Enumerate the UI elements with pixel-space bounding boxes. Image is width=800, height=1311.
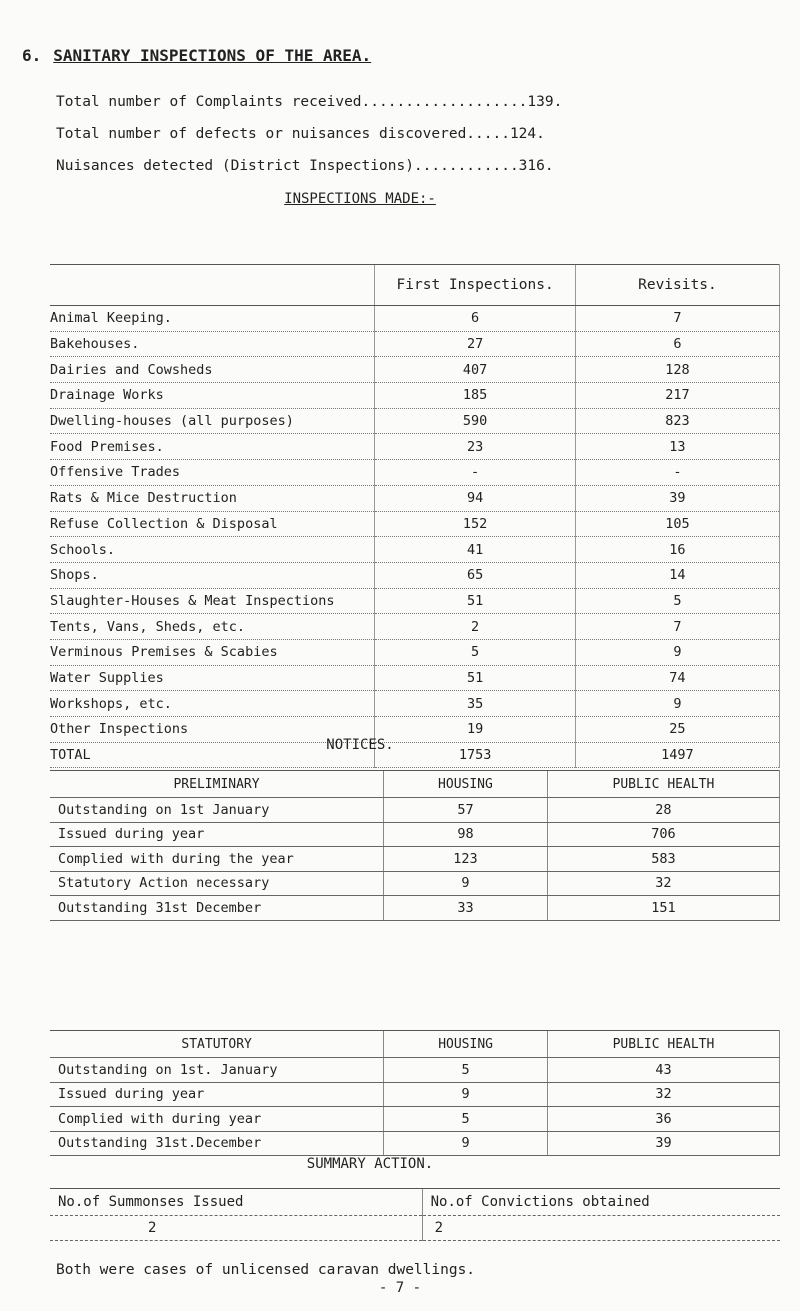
cell-revisits: 74 xyxy=(575,665,779,691)
table-row xyxy=(50,588,780,614)
section-number: 6. xyxy=(22,46,42,65)
cell-revisits: 14 xyxy=(575,562,779,588)
cell-housing: 9 xyxy=(384,1082,548,1107)
cell-first: 6 xyxy=(375,306,575,332)
table-row xyxy=(50,562,780,588)
header-public-health: PUBLIC HEALTH xyxy=(547,771,779,798)
complaints-line: Total number of Complaints received...................139. xyxy=(56,94,563,110)
statutory-notices-table xyxy=(50,1030,780,1156)
cell-revisits: 9 xyxy=(575,639,779,665)
cell-first: 94 xyxy=(375,485,575,511)
cell-housing: 98 xyxy=(384,822,548,847)
summary-action-row xyxy=(50,1216,780,1241)
table-row xyxy=(50,1082,780,1107)
cell-public-health: 36 xyxy=(547,1107,779,1132)
cell-public-health: 32 xyxy=(547,871,779,896)
row-label: Bakehouses. xyxy=(50,331,375,357)
table-row xyxy=(50,798,780,823)
table-row xyxy=(50,485,780,511)
header-housing: HOUSING xyxy=(384,1031,548,1058)
cell-first: 51 xyxy=(375,588,575,614)
row-label: Complied with during the year xyxy=(50,847,384,872)
table-row xyxy=(50,331,780,357)
table-row xyxy=(50,691,780,717)
summonses-value: 2 xyxy=(50,1216,422,1241)
header-statutory: STATUTORY xyxy=(50,1031,384,1058)
summary-action-title: SUMMARY ACTION. xyxy=(306,1156,434,1172)
cell-first: 152 xyxy=(375,511,575,537)
cell-revisits: - xyxy=(575,460,779,486)
cell-first: 65 xyxy=(375,562,575,588)
row-label: Complied with during year xyxy=(50,1107,384,1132)
cell-revisits: 9 xyxy=(575,691,779,717)
table-row xyxy=(50,1107,780,1132)
statutory-body xyxy=(50,1058,780,1156)
row-label: Shops. xyxy=(50,562,375,588)
cell-public-health: 43 xyxy=(547,1058,779,1083)
header-convictions: No.of Convictions obtained xyxy=(422,1189,780,1216)
header-housing: HOUSING xyxy=(384,771,548,798)
table-row xyxy=(50,383,780,409)
cell-revisits: 128 xyxy=(575,357,779,383)
section-title: SANITARY INSPECTIONS OF THE AREA. xyxy=(53,46,372,65)
row-label: Issued during year xyxy=(50,822,384,847)
cell-public-health: 706 xyxy=(547,822,779,847)
cell-revisits: 7 xyxy=(575,306,779,332)
row-label: Outstanding on 1st January xyxy=(50,798,384,823)
header-revisits: Revisits. xyxy=(575,265,779,306)
table-row xyxy=(50,1058,780,1083)
cell-housing: 5 xyxy=(384,1107,548,1132)
cell-revisits: 13 xyxy=(575,434,779,460)
table-row xyxy=(50,896,780,921)
summary-action-header-row xyxy=(50,1189,780,1216)
cell-public-health: 39 xyxy=(547,1131,779,1156)
cell-revisits: 6 xyxy=(575,331,779,357)
row-label: TOTAL xyxy=(50,742,375,768)
row-label: Food Premises. xyxy=(50,434,375,460)
cell-first: 23 xyxy=(375,434,575,460)
preliminary-header-row xyxy=(50,771,780,798)
row-label: Animal Keeping. xyxy=(50,306,375,332)
header-summonses: No.of Summonses Issued xyxy=(50,1189,422,1216)
table-row xyxy=(50,357,780,383)
cell-first: 41 xyxy=(375,537,575,563)
convictions-value: 2 xyxy=(422,1216,780,1241)
row-label: Outstanding 31st.December xyxy=(50,1131,384,1156)
row-label: Offensive Trades xyxy=(50,460,375,486)
defects-line: Total number of defects or nuisances discovered.....124. xyxy=(56,126,545,142)
cell-housing: 33 xyxy=(384,896,548,921)
summary-action-table xyxy=(50,1188,780,1241)
section-heading xyxy=(22,46,371,65)
row-label: Other Inspections xyxy=(50,717,375,743)
row-label: Statutory Action necessary xyxy=(50,871,384,896)
cell-public-health: 583 xyxy=(547,847,779,872)
table-row xyxy=(50,639,780,665)
row-label: Slaughter-Houses & Meat Inspections xyxy=(50,588,375,614)
row-label: Workshops, etc. xyxy=(50,691,375,717)
cell-first: 5 xyxy=(375,639,575,665)
cell-housing: 9 xyxy=(384,871,548,896)
cell-first: - xyxy=(375,460,575,486)
row-label: Outstanding 31st December xyxy=(50,896,384,921)
row-label: Schools. xyxy=(50,537,375,563)
inspections-table xyxy=(50,264,780,768)
cell-housing: 5 xyxy=(384,1058,548,1083)
cell-first: 590 xyxy=(375,408,575,434)
table-row xyxy=(50,1131,780,1156)
table-row xyxy=(50,614,780,640)
row-label: Tents, Vans, Sheds, etc. xyxy=(50,614,375,640)
cell-public-health: 28 xyxy=(547,798,779,823)
cell-housing: 57 xyxy=(384,798,548,823)
cell-first: 407 xyxy=(375,357,575,383)
cell-revisits: 7 xyxy=(575,614,779,640)
cell-revisits: 1497 xyxy=(575,742,779,768)
row-label: Dairies and Cowsheds xyxy=(50,357,375,383)
cell-revisits: 217 xyxy=(575,383,779,409)
cell-public-health: 32 xyxy=(547,1082,779,1107)
header-blank xyxy=(50,265,375,306)
row-label: Issued during year xyxy=(50,1082,384,1107)
cell-housing: 123 xyxy=(384,847,548,872)
page-number: - 7 - xyxy=(378,1280,422,1296)
table-row xyxy=(50,537,780,563)
table-row xyxy=(50,511,780,537)
cell-first: 2 xyxy=(375,614,575,640)
nuisances-line: Nuisances detected (District Inspections)............316. xyxy=(56,158,554,174)
table-row xyxy=(50,306,780,332)
cell-revisits: 105 xyxy=(575,511,779,537)
row-label: Verminous Premises & Scabies xyxy=(50,639,375,665)
cell-first: 27 xyxy=(375,331,575,357)
row-label: Rats & Mice Destruction xyxy=(50,485,375,511)
cell-housing: 9 xyxy=(384,1131,548,1156)
cell-revisits: 25 xyxy=(575,717,779,743)
table-row xyxy=(50,460,780,486)
table-row xyxy=(50,822,780,847)
footnote: Both were cases of unlicensed caravan dwellings. xyxy=(56,1262,476,1278)
table-row xyxy=(50,847,780,872)
table-row xyxy=(50,665,780,691)
header-public-health: PUBLIC HEALTH xyxy=(547,1031,779,1058)
statutory-header-row xyxy=(50,1031,780,1058)
cell-first: 1753 xyxy=(375,742,575,768)
cell-revisits: 823 xyxy=(575,408,779,434)
table-row xyxy=(50,434,780,460)
inspections-body xyxy=(50,306,780,768)
table-row xyxy=(50,871,780,896)
cell-first: 19 xyxy=(375,717,575,743)
header-first-inspections: First Inspections. xyxy=(375,265,575,306)
preliminary-notices-table xyxy=(50,770,780,921)
row-label: Water Supplies xyxy=(50,665,375,691)
inspections-title: INSPECTIONS MADE:- xyxy=(284,191,436,207)
cell-first: 35 xyxy=(375,691,575,717)
row-label: Refuse Collection & Disposal xyxy=(50,511,375,537)
notices-title: NOTICES. xyxy=(326,737,394,753)
cell-public-health: 151 xyxy=(547,896,779,921)
header-preliminary: PRELIMINARY xyxy=(50,771,384,798)
cell-first: 185 xyxy=(375,383,575,409)
row-label: Outstanding on 1st. January xyxy=(50,1058,384,1083)
inspections-header-row xyxy=(50,265,780,306)
row-label: Drainage Works xyxy=(50,383,375,409)
cell-first: 51 xyxy=(375,665,575,691)
cell-revisits: 5 xyxy=(575,588,779,614)
cell-revisits: 16 xyxy=(575,537,779,563)
row-label: Dwelling-houses (all purposes) xyxy=(50,408,375,434)
cell-revisits: 39 xyxy=(575,485,779,511)
table-row xyxy=(50,408,780,434)
preliminary-body xyxy=(50,798,780,921)
